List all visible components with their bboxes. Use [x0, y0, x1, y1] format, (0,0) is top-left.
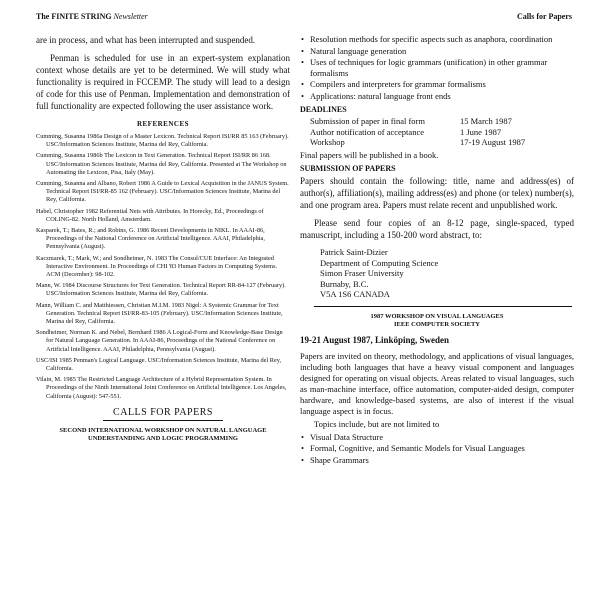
right-column: [300, 34, 574, 469]
deadlines-table: [310, 116, 574, 148]
reference-item: Cumming, Susanna and Albano, Robert 1986 A Guide to Lexical Acquisition in the JANUS System. Technical Report ISI/RR-85 162 (February). USC/Information Sciences Institute, Marina del Rey, California.: [36, 180, 289, 204]
body-paragraph: are in process, and what has been interrupted and suspended.: [36, 35, 256, 45]
deadline-date: 17-19 August 1987: [460, 137, 526, 147]
reference-item: Kaczmarek, T.; Mark, W.; and Sondheimer, N. 1983 The Consul/CUE Interface: An Integrated Interactive Environment. In Proceedings of CHI '83 Human Factors in Computing Systems. ACM (December): 98-102.: [36, 254, 278, 279]
reference-item: Cumming, Susanna 1986a Design of a Master Lexicon. Technical Report ISI/RR 85 163 (February). USC/Information Sciences Institute, Marina del Rey, California.: [36, 133, 289, 149]
list-item: • Resolution methods for specific aspects such as anaphora, coordination: [300, 34, 574, 45]
reference-item: USC/ISI 1985 Penman's Logical Language. USC/Information Sciences Institute, Marina del Rey, California.: [36, 356, 282, 373]
newsletter-suffix: Newsletter: [113, 12, 148, 21]
address-line: Patrick Saint-Dizier: [320, 247, 388, 257]
reference-item: Mann, W. 1984 Discourse Structures for Text Generation. Technical Report RR-84-127 (February). USC/Information Sciences Institute, Marina del Rey, California.: [36, 282, 286, 298]
reference-item: Kasparek, T.; Bates, R.; and Robins, G. 1986 Recent Developments in NIKL. In AAAI-86, Proceedings of the National Conference on Artificial Intelligence. AAAI, Philadelphia, Pennsylvania (August).: [36, 227, 265, 251]
workshop-topic-list: [300, 432, 574, 466]
reference-item: Mann, William C. and Matthiessen, Christian M.I.M. 1983 Nigel: A Systemic Grammar for Text Generation. Technical Report ISI/RR-83-105 (February). USC/Information Sciences Institute, Marina del Rey, California.: [36, 301, 283, 326]
body-paragraph: Please send four copies of an 8-12 page, single-spaced, typed manuscript, including a 150-200 word abstract, to:: [300, 218, 574, 240]
workshop-description: Papers are invited on theory, methodology, and applications of visual languages, including both languages that have a heavy visual component and languages designed for operating on visual objects. Areas related to visual languages, such as man-machine interface, office automation, computer-aided design, computer hardware, and knowledge-based systems, are also of interest if the visual language aspect is in focus.: [300, 350, 574, 416]
list-item: • Shape Grammars: [300, 455, 574, 466]
heading-rule: [103, 420, 223, 421]
address-line: Simon Fraser University: [320, 268, 404, 278]
final-note: Final papers will be published in a book.: [300, 149, 439, 160]
body-paragraph: Penman is scheduled for use in an expert-system explanation context whose details are yet to be determined. We will study what functionality is required in FCCEMP. The study will lead to a design of code for this use of Penman. Implementation and demonstration of full functionality are expected following the user assistance work.: [36, 53, 290, 111]
deadline-date: 1 June 1987: [460, 126, 502, 137]
section-divider: [314, 306, 572, 307]
newsletter-name: The FINITE STRING: [36, 12, 112, 21]
deadline-row: [310, 137, 574, 148]
reference-item: Sondheimer, Norman K. and Nebel, Bernhard 1986 A Logical-Form and Knowledge-Base Design for Natural Language Generation. In AAAI-86, Proceedings of the National Conference on Artificial Intelligence. AAAI, Philadelphia, Pennsylvania (August).: [36, 329, 283, 353]
reference-item: Habel, Christopher 1982 Referential Nets with Attributes. In Horecky, Ed., Proceedings of COLING-82. North Holland, Amsterdam.: [36, 207, 264, 223]
address-line: V5A 1S6 CANADA: [320, 289, 390, 299]
list-item: • Compilers and interpreters for grammar formalisms: [300, 79, 574, 90]
address-line: Department of Computing Science: [320, 257, 439, 268]
deadline-row: [310, 116, 574, 127]
deadline-row: [310, 127, 574, 138]
deadline-label: Submission of paper in final form: [310, 116, 425, 126]
topic-list: [300, 34, 574, 101]
address-line: Burnaby, B.C.: [320, 278, 369, 289]
workshop-date-location: 19-21 August 1987, Linköping, Sweden: [300, 334, 450, 345]
workshop-title: 1987 WORKSHOP ON VISUAL LANGUAGES: [370, 312, 504, 320]
list-item: • Uses of techniques for logic grammars (unification) in other grammar formalisms: [300, 57, 574, 78]
body-paragraph: Papers should contain the following: title, name and address(es) of author(s), affiliation(s), mailing address(es) and phone (or telex) number(s), and one program area. Papers must relate recent and unpublished work.: [300, 176, 574, 210]
list-item: • Visual Data Structure: [300, 432, 574, 443]
list-item: • Formal, Cognitive, and Semantic Models for Visual Languages: [300, 443, 574, 454]
deadline-label: Workshop: [310, 137, 345, 147]
mailing-address: [320, 247, 574, 300]
deadline-date: 15 March 1987: [460, 116, 512, 126]
reference-item: Vilain, M. 1985 The Restricted Language Architecture of a Hybrid Representation System. In Proceedings of the Ninth International Joint Conference on Artificial Intelligence. Los Angeles, California (August): 547-551.: [36, 376, 287, 400]
list-item: • Natural language generation: [300, 46, 574, 57]
workshop-subtitle: SECOND INTERNATIONAL WORKSHOP ON NATURAL LANGUAGE UNDERSTANDING AND LOGIC PROGRAMMING: [59, 426, 267, 442]
list-item: • Applications: natural language front ends: [300, 91, 574, 102]
reference-item: Cumming, Susanna 1986b The Lexicon in Text Generation. Technical Report ISI/RR 86 168. USC/Information Sciences Institute, Marina del Rey, California. Presented at The Workshop on Automating the Lexicon, Pisa, Italy (May).: [36, 152, 287, 176]
submission-heading: SUBMISSION OF PAPERS: [300, 164, 396, 173]
section-header: Calls for Papers: [517, 12, 572, 21]
workshop-sponsor: IEEE COMPUTER SOCIETY: [394, 320, 480, 328]
deadline-label: Author notification of acceptance: [310, 126, 424, 137]
left-column: [36, 34, 290, 443]
topics-intro: Topics include, but are not limited to: [314, 418, 440, 429]
references-heading: REFERENCES: [136, 120, 190, 128]
deadlines-heading: DEADLINES: [300, 105, 347, 114]
newsletter-header: [36, 12, 148, 21]
calls-for-papers-heading: CALLS FOR PAPERS: [113, 406, 213, 418]
